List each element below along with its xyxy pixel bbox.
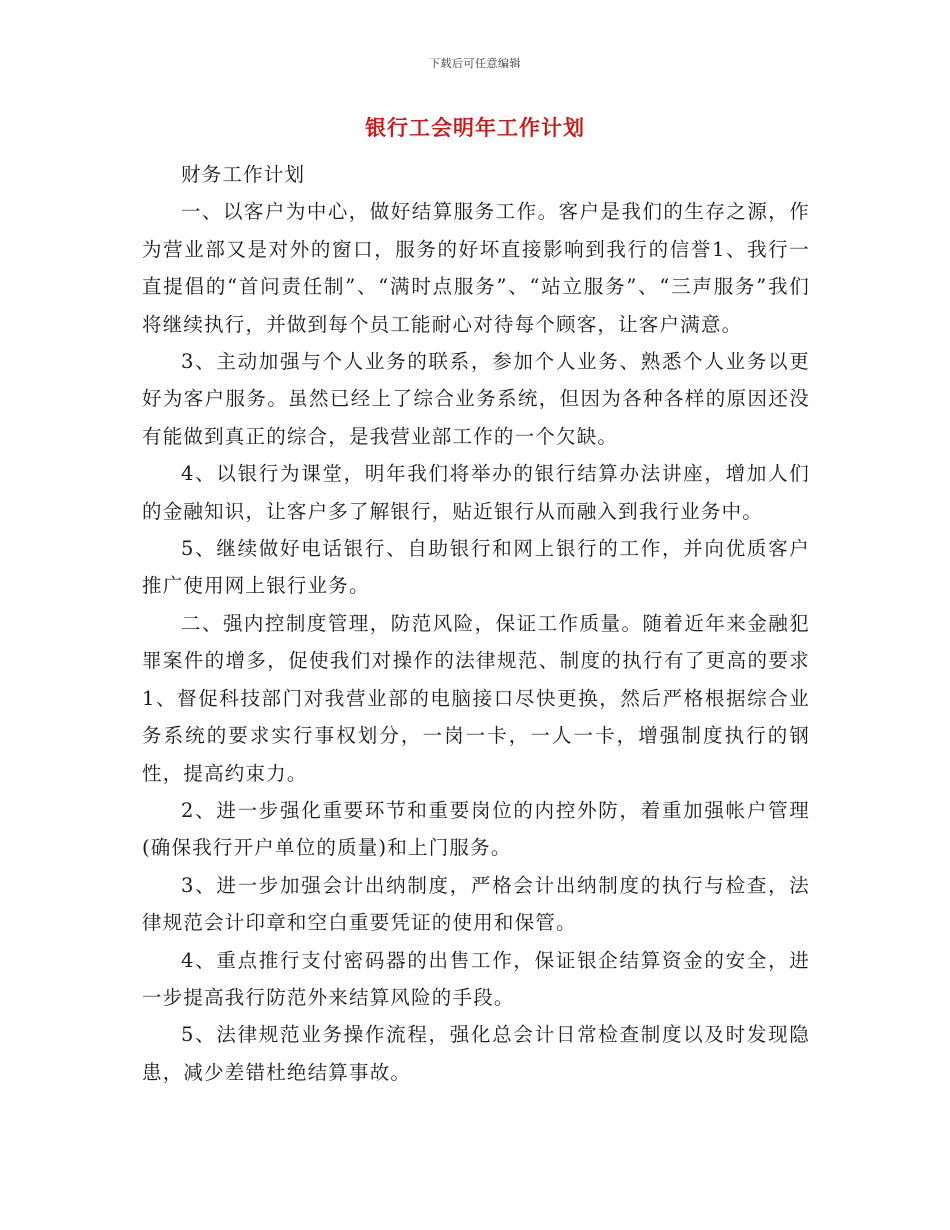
paragraph: 5、法律规范业务操作流程，强化总会计日常检查制度以及时发现隐患，减少差错杜绝结算事故。 <box>142 1023 810 1084</box>
paragraph-subtitle: 财务工作计划 <box>181 163 306 186</box>
paragraph: 3、主动加强与个人业务的联系，参加个人业务、熟悉个人业务以更好为客户服务。虽然已经上了综合业务系统，但因为各种各样的原因还没有能做到真正的综合，是我营业部工作的一个欠缺。 <box>142 350 810 448</box>
document-title: 银行工会明年工作计划 <box>365 115 585 140</box>
paragraph: 二、强内控制度管理，防范风险，保证工作质量。随着近年来金融犯罪案件的增多，促使我们对操作的法律规范、制度的执行有了更高的要求1、督促科技部门对我营业部的电脑接口尽快更换，然后严格根据综合业务系统的要求实行事权划分，一岗一卡，一人一卡，增强制度执行的钢性，提高约束力。 <box>142 611 810 785</box>
paragraph: 5、继续做好电话银行、自助银行和网上银行的工作，并向优质客户推广使用网上银行业务。 <box>142 537 810 598</box>
paragraph: 4、以银行为课堂，明年我们将举办的银行结算办法讲座，增加人们的金融知识，让客户多了解银行，贴近银行从而融入到我行业务中。 <box>142 462 810 523</box>
paragraph: 4、重点推行支付密码器的出售工作，保证银企结算资金的安全，进一步提高我行防范外来结算风险的手段。 <box>142 948 810 1009</box>
paragraph: 3、进一步加强会计出纳制度，严格会计出纳制度的执行与检查，法律规范会计印章和空白重要凭证的使用和保管。 <box>142 873 810 935</box>
paragraph: 2、进一步强化重要环节和重要岗位的内控外防，着重加强帐户管理(确保我行开户单位的质量)和上门服务。 <box>142 798 810 860</box>
header-note: 下载后可任意编辑 <box>429 57 521 70</box>
document-body <box>142 156 810 1091</box>
paragraph: 一、以客户为中心，做好结算服务工作。客户是我们的生存之源，作为营业部又是对外的窗口，服务的好坏直接影响到我行的信誉1、我行一直提倡的“首问责任制”、“满时点服务”、“站立服务”、“三声服务”我们将继续执行，并做到每个员工能耐心对待每个顾客，让客户满意。 <box>142 200 810 336</box>
